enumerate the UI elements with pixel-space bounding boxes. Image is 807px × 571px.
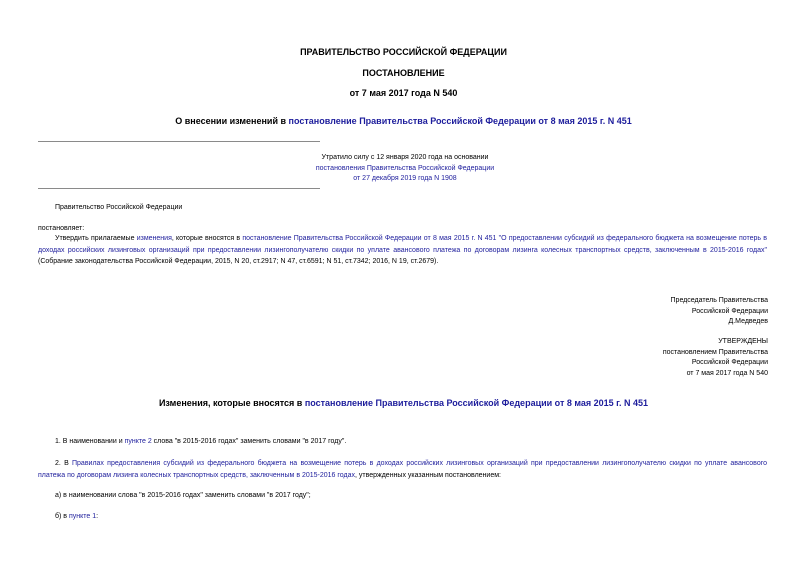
main-paragraph-text-1: Утвердить прилагаемые: [55, 235, 137, 242]
government-line: Правительство Российской Федерации: [55, 204, 183, 211]
signature-name: Д.Медведев: [728, 318, 768, 325]
changes-title-link[interactable]: постановление Правительства Российской Федерации от 8 мая 2015 г. N 451: [304, 398, 649, 408]
approval-block: [663, 337, 768, 379]
change-item-1-suffix: слова "в 2015-2016 годах" заменить словами "в 2017 году".: [151, 438, 347, 445]
change-item-1: [55, 436, 346, 448]
approval-line-1: УТВЕРЖДЕНЫ: [718, 338, 768, 345]
change-item-2-prefix: 2. В: [55, 460, 72, 467]
approval-line-4: от 7 мая 2017 года N 540: [686, 369, 768, 377]
item-2-link[interactable]: пункте 2: [124, 438, 152, 445]
document-type: ПОСТАНОВЛЕНИЕ: [362, 68, 445, 78]
document-title: [0, 116, 807, 126]
approval-line-3: Российской Федерации: [691, 359, 768, 366]
approval-line-2: постановлением Правительства: [662, 348, 768, 356]
change-item-2-suffix: , утвержденных указанным постановлением:: [355, 471, 501, 479]
sub-item-b-suffix: :: [96, 513, 99, 520]
main-paragraph-text-2: , которые вносятся в: [171, 235, 243, 242]
document-date: от 7 мая 2017 года N 540: [349, 88, 458, 98]
divider-top: [38, 141, 320, 142]
government-heading: ПРАВИТЕЛЬСТВО РОССИЙСКОЙ ФЕДЕРАЦИИ: [300, 47, 507, 57]
main-paragraph: [38, 233, 767, 268]
sub-item-b-prefix: б) в: [55, 513, 69, 520]
signature-block: [671, 296, 768, 328]
main-paragraph-text-3: (Собрание законодательства Российской Федерации, 2015, N 20, ст.2917; N 47, ст.6591; N 51, ст.7342; 2016, N 19, ст.2679).: [38, 258, 439, 265]
item-1-link[interactable]: пункте 1: [68, 513, 97, 520]
rules-link[interactable]: Правилах предоставления субсидий из федерального бюджета на возмещение потерь в доходах российских лизинговых организаций при предоставлении лизингополучателю скидки по уплате авансового платежа по договорам лизинга колесных транспортных средств, заключенным в 2015-2016 годах: [38, 460, 767, 479]
sub-item-a: а) в наименовании слова "в 2015-2016 годах" заменить словами "в 2017 году";: [55, 492, 311, 499]
status-link-date[interactable]: от 27 декабря 2019 года N 1908: [353, 175, 457, 182]
changes-link[interactable]: изменения: [136, 235, 172, 242]
signature-role-1: Председатель Правительства: [670, 297, 768, 304]
status-note: [300, 153, 510, 185]
signature-role-2: Российской Федерации: [691, 307, 768, 315]
divider-bottom: [38, 188, 320, 189]
change-item-2: [38, 458, 767, 481]
document-title-prefix: О внесении изменений в: [175, 116, 289, 126]
changes-title: [0, 398, 807, 408]
changes-title-prefix: Изменения, которые вносятся в: [158, 398, 305, 408]
change-item-1-prefix: 1. В наименовании и: [55, 438, 125, 445]
title-link[interactable]: постановление Правительства Российской Федерации от 8 мая 2015 г. N 451: [288, 116, 632, 126]
decree-word: постановляет:: [38, 225, 85, 232]
decree-451-link[interactable]: постановление Правительства Российской Федерации от 8 мая 2015 г. N 451 "О предоставлении субсидий из федерального бюджета на возмещение потерь в доходах российских лизинговых организаций при предоставлении лизингополучателю скидки по уплате авансового платежа по договорам лизинга колесных транспортных средств, заключенным в 2015-2016 годах": [38, 235, 767, 254]
status-link-decree[interactable]: постановления Правительства Российской Федерации: [315, 164, 495, 172]
sub-item-b: [55, 511, 98, 523]
status-line-1: Утратило силу с 12 января 2020 года на основании: [321, 154, 489, 161]
